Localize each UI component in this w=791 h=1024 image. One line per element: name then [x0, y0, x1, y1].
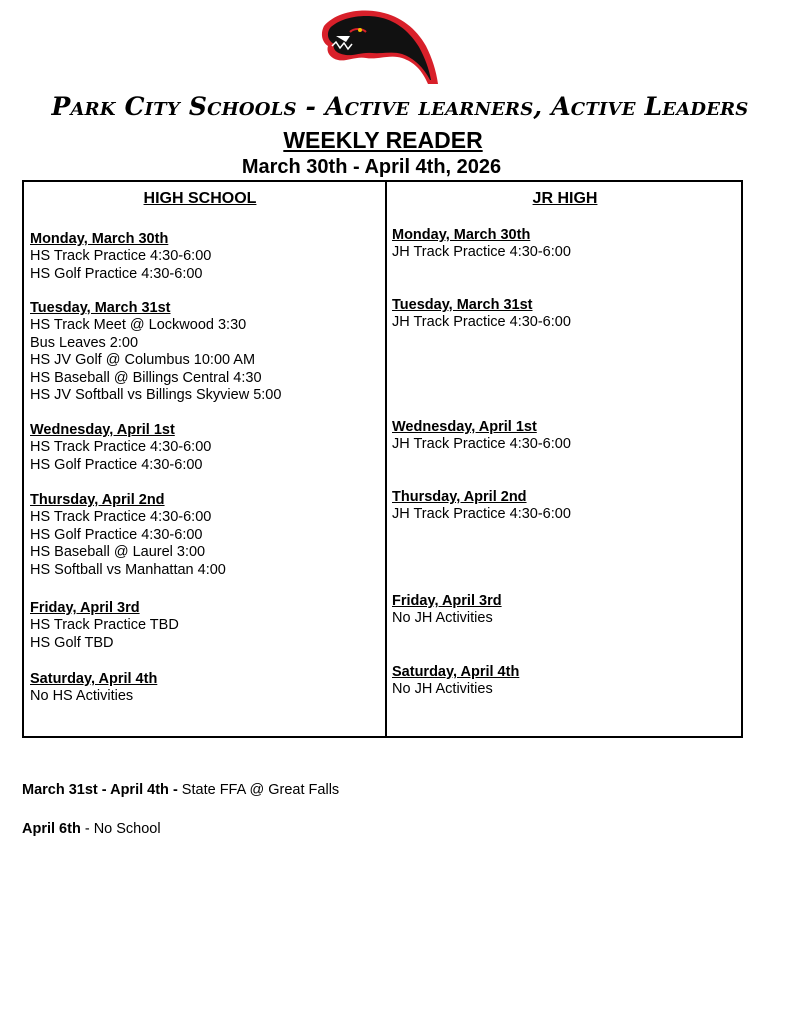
event-item: JH Track Practice 4:30-6:00: [392, 506, 571, 523]
day-title: Tuesday, March 31st: [30, 300, 171, 316]
school-tagline: Park City Schools - Active learners, Active Leaders: [51, 92, 749, 121]
day-title: Friday, April 3rd: [30, 600, 140, 616]
day-title: Wednesday, April 1st: [392, 419, 537, 435]
jh-day-friday: [392, 593, 502, 628]
event-item: HS Track Meet @ Lockwood 3:30: [30, 317, 247, 334]
high-school-heading: HIGH SCHOOL: [143, 190, 257, 207]
hs-day-tuesday: [30, 300, 281, 404]
note-no-school: [22, 821, 161, 837]
hs-day-wednesday: [30, 422, 211, 474]
jr-high-heading: JR HIGH: [532, 190, 598, 207]
event-item: Bus Leaves 2:00: [30, 334, 139, 351]
hs-day-monday: [30, 231, 211, 283]
event-item: HS Track Practice 4:30-6:00: [30, 248, 212, 265]
day-title: Saturday, April 4th: [30, 671, 158, 687]
schedule-table: [22, 180, 743, 738]
column-divider: [385, 182, 387, 736]
note-state-ffa: [22, 782, 339, 798]
day-title: Monday, March 30th: [30, 231, 169, 247]
jh-day-saturday: [392, 664, 519, 699]
event-item: HS Track Practice 4:30-6:00: [30, 509, 212, 526]
event-item: HS Baseball @ Billings Central 4:30: [30, 369, 262, 386]
event-item: JH Track Practice 4:30-6:00: [392, 244, 571, 261]
jh-day-wednesday: [392, 419, 571, 454]
event-item: HS Golf Practice 4:30-6:00: [30, 526, 203, 543]
date-range: March 30th - April 4th, 2026: [241, 156, 502, 178]
jh-day-tuesday: [392, 297, 571, 332]
day-title: Saturday, April 4th: [392, 664, 520, 680]
day-title: Monday, March 30th: [392, 227, 531, 243]
event-item: HS Golf Practice 4:30-6:00: [30, 265, 203, 282]
event-item: HS Golf Practice 4:30-6:00: [30, 456, 203, 473]
day-title: Thursday, April 2nd: [30, 492, 165, 508]
event-item: HS Track Practice 4:30-6:00: [30, 439, 212, 456]
day-title: Thursday, April 2nd: [392, 489, 527, 505]
hs-day-saturday: [30, 671, 157, 706]
day-title: Wednesday, April 1st: [30, 422, 175, 438]
note-text: - No School: [80, 821, 161, 837]
event-item: HS Golf TBD: [30, 634, 114, 651]
event-item: HS JV Golf @ Columbus 10:00 AM: [30, 352, 256, 369]
note-label: March 31st - April 4th -: [22, 782, 178, 798]
hs-day-friday: [30, 600, 179, 652]
event-item: No JH Activities: [392, 681, 493, 698]
jh-day-monday: [392, 227, 571, 262]
note-label: April 6th: [22, 821, 81, 837]
panther-mascot-icon: [316, 6, 440, 86]
event-item: No JH Activities: [392, 610, 493, 627]
event-item: HS JV Softball vs Billings Skyview 5:00: [30, 387, 282, 404]
day-title: Tuesday, March 31st: [392, 297, 533, 313]
day-title: Friday, April 3rd: [392, 593, 502, 609]
hs-day-thursday: [30, 492, 226, 579]
event-item: HS Baseball @ Laurel 3:00: [30, 544, 206, 561]
event-item: HS Track Practice TBD: [30, 617, 179, 634]
page-title: WEEKLY READER: [283, 127, 483, 153]
event-item: HS Softball vs Manhattan 4:00: [30, 561, 226, 578]
event-item: JH Track Practice 4:30-6:00: [392, 314, 571, 331]
jh-day-thursday: [392, 489, 571, 524]
event-item: JH Track Practice 4:30-6:00: [392, 436, 571, 453]
event-item: No HS Activities: [30, 688, 134, 705]
note-text: State FFA @ Great Falls: [177, 782, 340, 798]
